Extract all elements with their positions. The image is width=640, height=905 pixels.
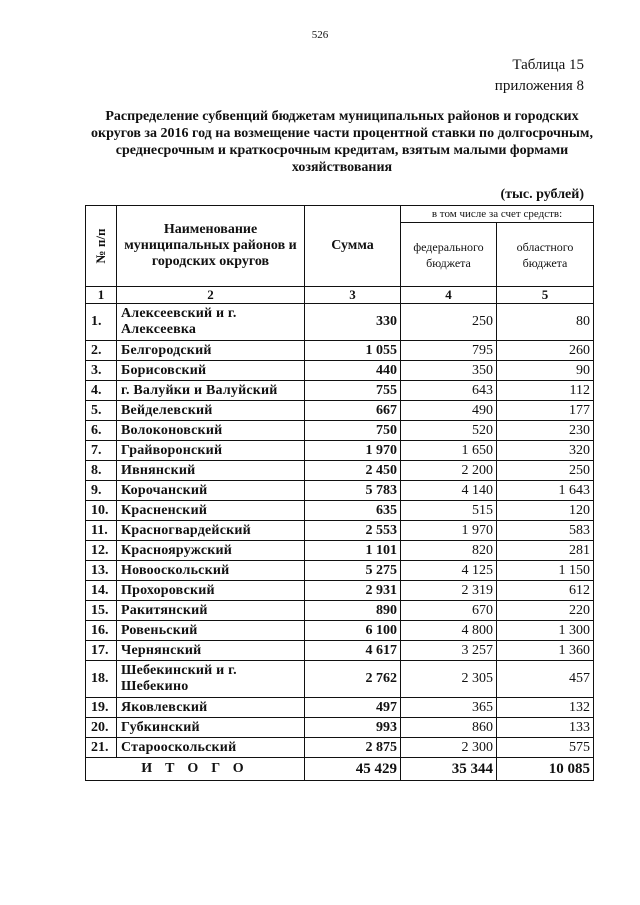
sum-value: 5 275 <box>305 561 401 581</box>
regional-value: 230 <box>497 421 594 441</box>
district-name: Шебекинский и г. Шебекино <box>117 661 305 698</box>
col-number: 5 <box>497 287 594 304</box>
row-number: 21. <box>86 738 117 758</box>
federal-value: 490 <box>401 401 497 421</box>
regional-value: 1 360 <box>497 641 594 661</box>
federal-value: 365 <box>401 698 497 718</box>
row-number: 16. <box>86 621 117 641</box>
table-row <box>86 421 594 441</box>
regional-value: 112 <box>497 381 594 401</box>
district-name: Корочанский <box>117 481 305 501</box>
regional-value: 177 <box>497 401 594 421</box>
regional-value: 90 <box>497 361 594 381</box>
federal-value: 4 140 <box>401 481 497 501</box>
district-name: Белгородский <box>117 341 305 361</box>
table-row <box>86 661 594 698</box>
total-federal: 35 344 <box>401 758 497 781</box>
federal-value: 643 <box>401 381 497 401</box>
federal-value: 250 <box>401 304 497 341</box>
row-number: 7. <box>86 441 117 461</box>
table-row <box>86 641 594 661</box>
district-name: г. Валуйки и Валуйский <box>117 381 305 401</box>
regional-value: 281 <box>497 541 594 561</box>
sum-value: 440 <box>305 361 401 381</box>
table-row <box>86 341 594 361</box>
federal-value: 2 300 <box>401 738 497 758</box>
district-name: Ракитянский <box>117 601 305 621</box>
total-label: ИТОГО <box>86 758 305 781</box>
sum-value: 755 <box>305 381 401 401</box>
header-num-label: № п/п <box>93 228 108 264</box>
federal-value: 350 <box>401 361 497 381</box>
row-number: 17. <box>86 641 117 661</box>
regional-value: 457 <box>497 661 594 698</box>
federal-value: 670 <box>401 601 497 621</box>
federal-value: 2 305 <box>401 661 497 698</box>
district-name: Вейделевский <box>117 401 305 421</box>
table-row <box>86 738 594 758</box>
district-name: Грайворонский <box>117 441 305 461</box>
table-label: Таблица 15 <box>512 57 584 73</box>
regional-value: 120 <box>497 501 594 521</box>
row-number: 5. <box>86 401 117 421</box>
federal-value: 520 <box>401 421 497 441</box>
sum-value: 2 553 <box>305 521 401 541</box>
regional-value: 132 <box>497 698 594 718</box>
table-row <box>86 361 594 381</box>
row-number: 18. <box>86 661 117 698</box>
sum-value: 993 <box>305 718 401 738</box>
table-row <box>86 521 594 541</box>
federal-value: 515 <box>401 501 497 521</box>
row-number: 15. <box>86 601 117 621</box>
sum-value: 330 <box>305 304 401 341</box>
sum-value: 1 101 <box>305 541 401 561</box>
sum-value: 4 617 <box>305 641 401 661</box>
regional-value: 220 <box>497 601 594 621</box>
district-name: Борисовский <box>117 361 305 381</box>
federal-value: 795 <box>401 341 497 361</box>
federal-value: 2 319 <box>401 581 497 601</box>
regional-value: 80 <box>497 304 594 341</box>
table-row <box>86 601 594 621</box>
sum-value: 5 783 <box>305 481 401 501</box>
sum-value: 890 <box>305 601 401 621</box>
header-including: в том числе за счет средств: <box>401 206 594 223</box>
sum-value: 635 <box>305 501 401 521</box>
regional-value: 1 150 <box>497 561 594 581</box>
district-name: Губкинский <box>117 718 305 738</box>
row-number: 2. <box>86 341 117 361</box>
regional-value: 612 <box>497 581 594 601</box>
row-number: 11. <box>86 521 117 541</box>
regional-value: 133 <box>497 718 594 738</box>
row-number: 14. <box>86 581 117 601</box>
sum-value: 6 100 <box>305 621 401 641</box>
district-name: Ивнянский <box>117 461 305 481</box>
district-name: Красногвардейский <box>117 521 305 541</box>
district-name: Чернянский <box>117 641 305 661</box>
regional-value: 260 <box>497 341 594 361</box>
appendix-label: приложения 8 <box>494 78 584 94</box>
row-number: 19. <box>86 698 117 718</box>
table-row <box>86 381 594 401</box>
total-sum: 45 429 <box>305 758 401 781</box>
table-row <box>86 541 594 561</box>
federal-value: 820 <box>401 541 497 561</box>
page-number: 526 <box>311 29 329 41</box>
row-number: 12. <box>86 541 117 561</box>
table-row <box>86 304 594 341</box>
table-row <box>86 698 594 718</box>
table-row <box>86 461 594 481</box>
col-number: 1 <box>86 287 117 304</box>
district-name: Волоконовский <box>117 421 305 441</box>
column-number-row <box>86 287 594 304</box>
table-body <box>86 304 594 758</box>
federal-value: 1 970 <box>401 521 497 541</box>
document-title: Распределение субвенций бюджетам муниципальных районов и городских округов за 2016 год на возмещение части процентной ставки по долгосрочным, среднесрочным и краткосрочным кредитам, взятым малыми формами хозяйствования <box>91 109 593 175</box>
table-row <box>86 481 594 501</box>
regional-value: 250 <box>497 461 594 481</box>
regional-value: 1 643 <box>497 481 594 501</box>
row-number: 20. <box>86 718 117 738</box>
sum-value: 2 931 <box>305 581 401 601</box>
sum-value: 1 055 <box>305 341 401 361</box>
header-sum: Сумма <box>305 206 401 287</box>
row-number: 1. <box>86 304 117 341</box>
regional-value: 1 300 <box>497 621 594 641</box>
sum-value: 497 <box>305 698 401 718</box>
total-regional: 10 085 <box>497 758 594 781</box>
sum-value: 667 <box>305 401 401 421</box>
sum-value: 750 <box>305 421 401 441</box>
units-label: (тыс. рублей) <box>500 187 584 202</box>
subsidy-table <box>85 205 594 781</box>
sum-value: 2 450 <box>305 461 401 481</box>
sum-value: 1 970 <box>305 441 401 461</box>
regional-value: 583 <box>497 521 594 541</box>
header-federal: федерального бюджета <box>401 223 497 287</box>
district-name: Новооскольский <box>117 561 305 581</box>
col-number: 4 <box>401 287 497 304</box>
sum-value: 2 762 <box>305 661 401 698</box>
federal-value: 2 200 <box>401 461 497 481</box>
sum-value: 2 875 <box>305 738 401 758</box>
federal-value: 3 257 <box>401 641 497 661</box>
col-number: 3 <box>305 287 401 304</box>
federal-value: 860 <box>401 718 497 738</box>
row-number: 10. <box>86 501 117 521</box>
row-number: 4. <box>86 381 117 401</box>
table-row <box>86 581 594 601</box>
table-row <box>86 401 594 421</box>
district-name: Яковлевский <box>117 698 305 718</box>
total-row <box>86 758 594 781</box>
district-name: Прохоровский <box>117 581 305 601</box>
header-regional: областного бюджета <box>497 223 594 287</box>
federal-value: 4 125 <box>401 561 497 581</box>
district-name: Старооскольский <box>117 738 305 758</box>
row-number: 9. <box>86 481 117 501</box>
row-number: 6. <box>86 421 117 441</box>
col-number: 2 <box>117 287 305 304</box>
federal-value: 1 650 <box>401 441 497 461</box>
row-number: 3. <box>86 361 117 381</box>
federal-value: 4 800 <box>401 621 497 641</box>
table-row <box>86 441 594 461</box>
regional-value: 320 <box>497 441 594 461</box>
regional-value: 575 <box>497 738 594 758</box>
district-name: Краснояружский <box>117 541 305 561</box>
header-num <box>86 206 117 287</box>
row-number: 8. <box>86 461 117 481</box>
district-name: Красненский <box>117 501 305 521</box>
district-name: Ровеньский <box>117 621 305 641</box>
table-row <box>86 621 594 641</box>
table-row <box>86 718 594 738</box>
district-name: Алексеевский и г. Алексеевка <box>117 304 305 341</box>
table-row <box>86 561 594 581</box>
row-number: 13. <box>86 561 117 581</box>
table-row <box>86 501 594 521</box>
header-name: Наименование муниципальных районов и городских округов <box>117 206 305 287</box>
